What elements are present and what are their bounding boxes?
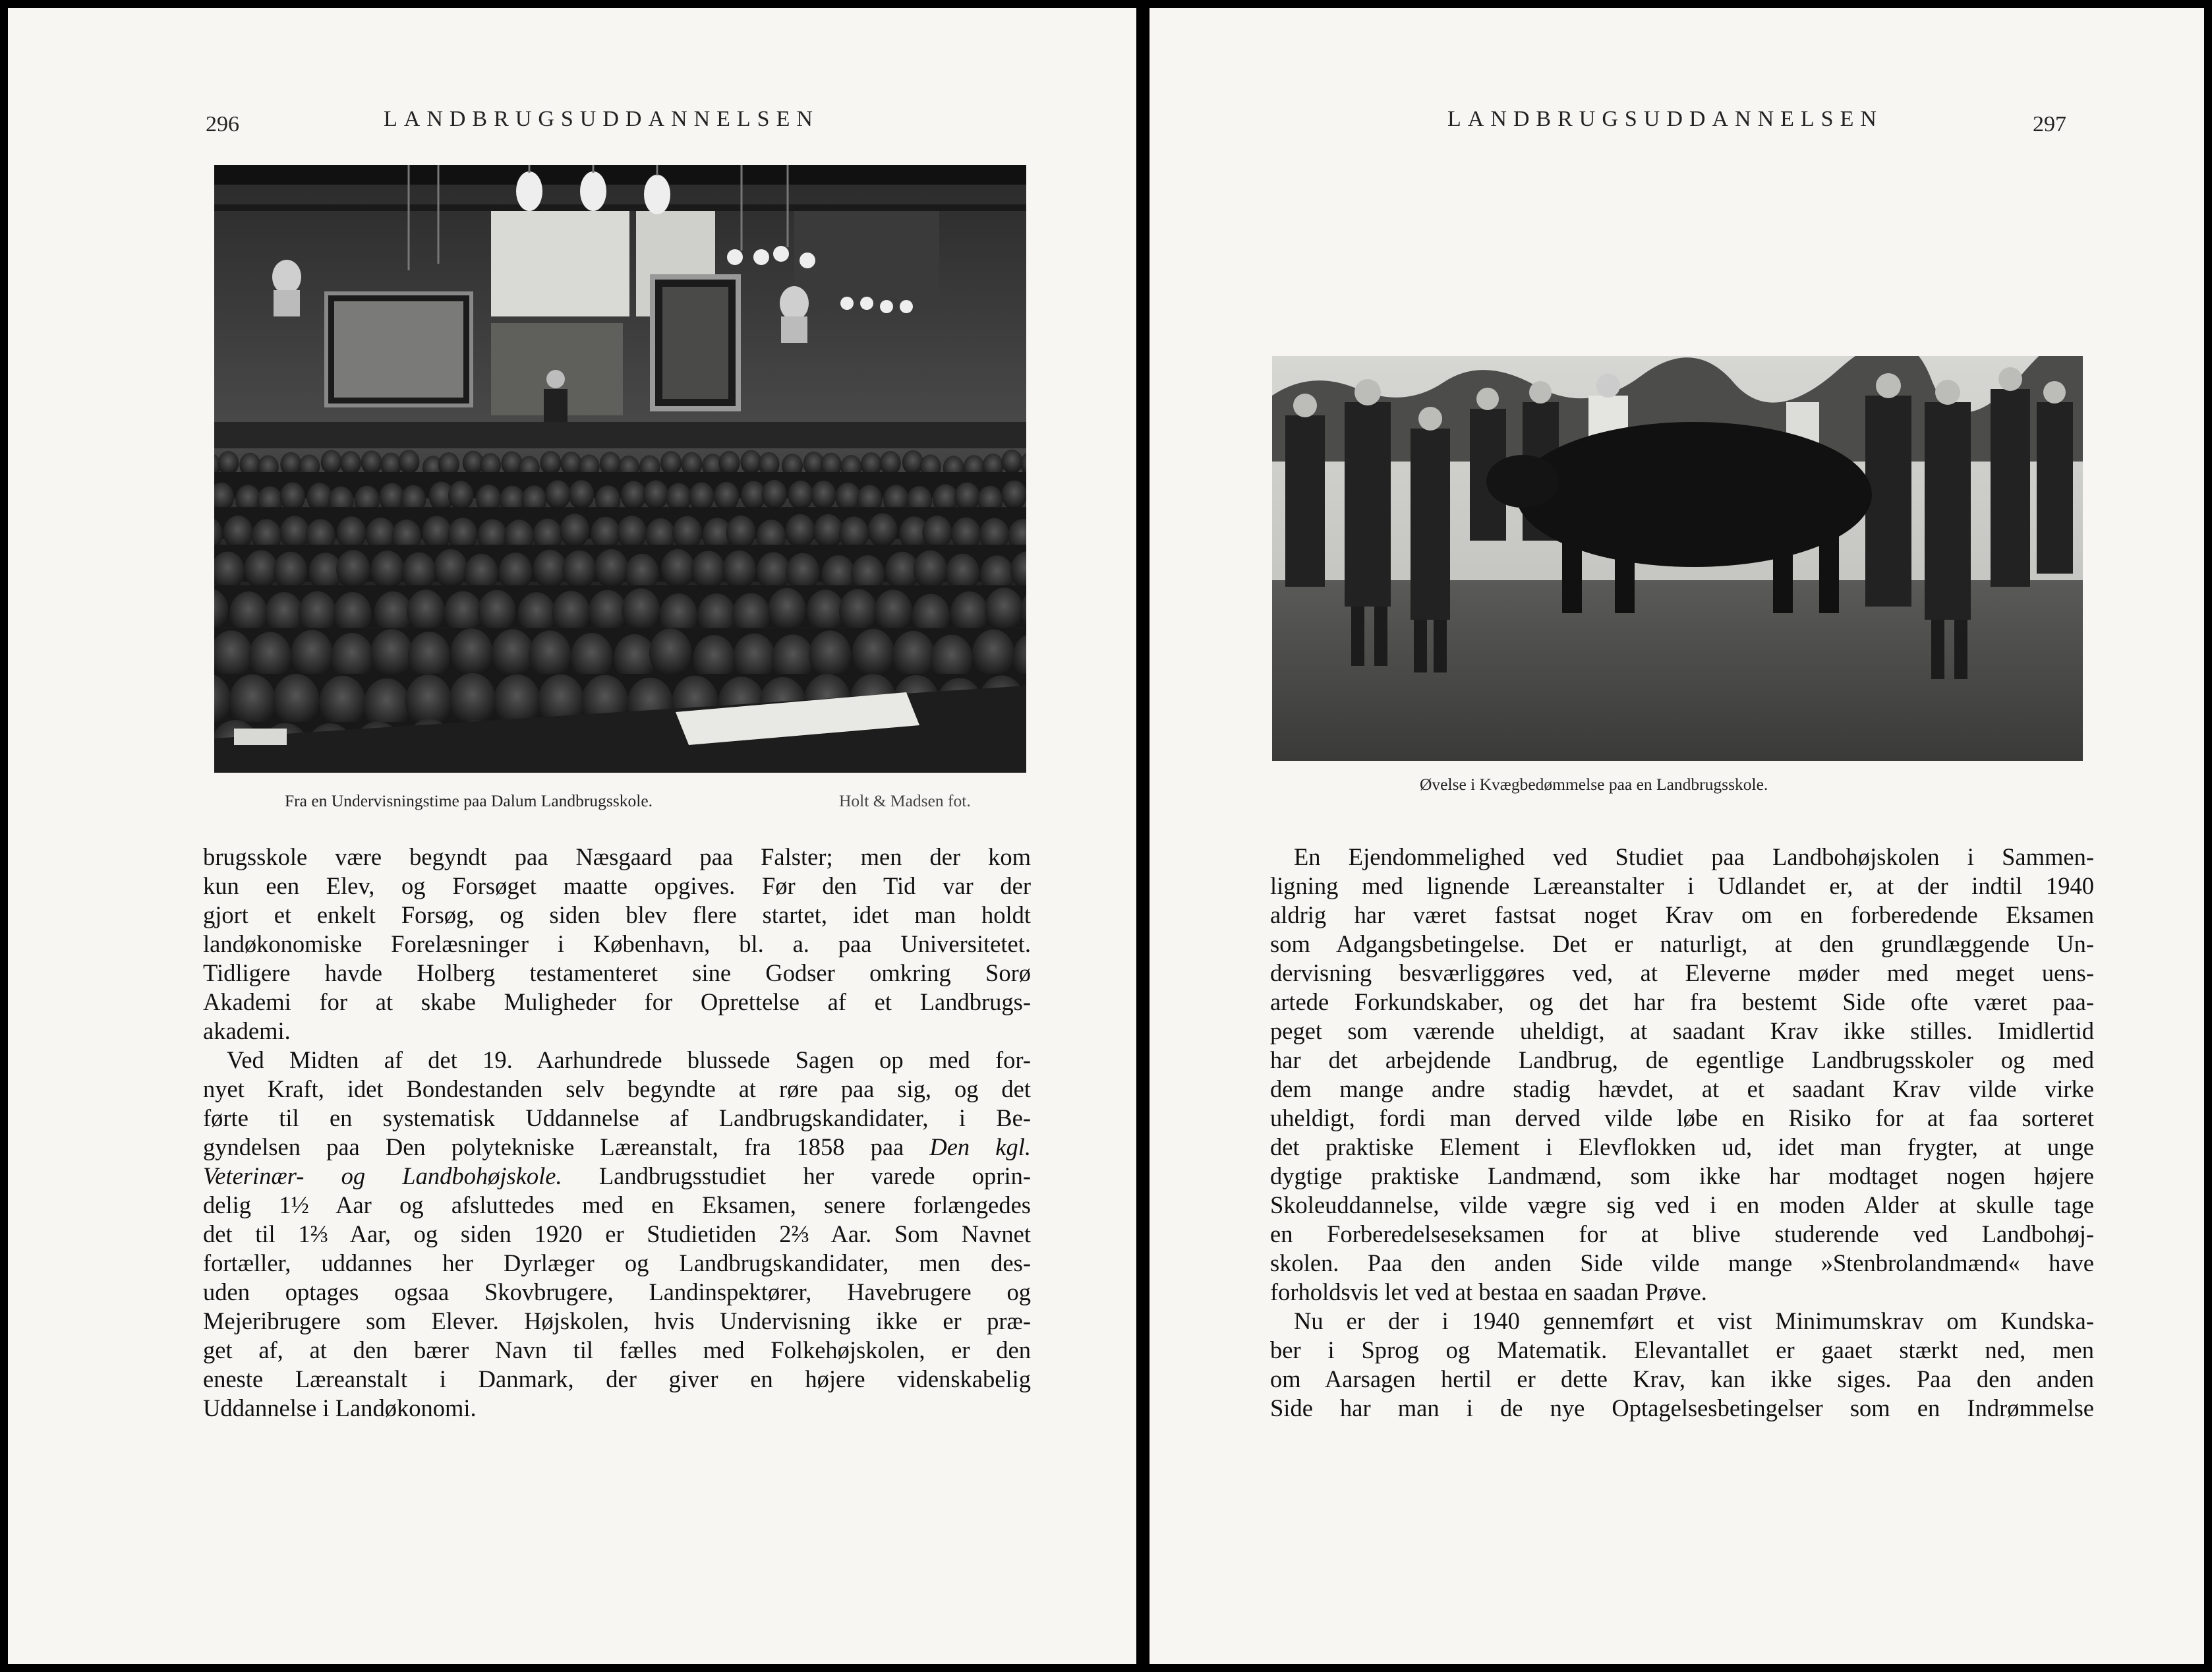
- audience-head: [788, 481, 813, 510]
- audience-head: [809, 630, 851, 679]
- audience-head: [478, 590, 516, 634]
- text-line: forholdsvis let ved at bestaa en saadan Prøve.: [1270, 1278, 1707, 1305]
- text-line: har det arbejdende Landbrug, de egentlige Landbrugsskoler og med: [1270, 1046, 2094, 1073]
- audience-head: [545, 480, 570, 509]
- audience-head: [643, 480, 668, 509]
- text-line: landøkonomiske Forelæsninger i København, bl. a. paa Universitetet.: [203, 930, 1031, 957]
- photo-caption: Fra en Undervisningstime paa Dalum Landbrugsskole.: [285, 791, 653, 810]
- audience-head: [660, 451, 682, 475]
- audience-head: [291, 630, 333, 678]
- text-line: dem mange andre stadig hævdet, at et saadant Krav vilde virke: [1270, 1075, 2094, 1102]
- audience-head: [229, 674, 276, 728]
- page-number: 296: [206, 112, 239, 136]
- audience-head: [914, 551, 947, 589]
- audience-head: [617, 516, 647, 550]
- audience-head: [985, 587, 1023, 631]
- text-line: nyet Kraft, idet Bondestanden selv begyndte at røre paa sig, og det: [203, 1075, 1031, 1102]
- audience-head: [274, 552, 307, 591]
- cattle-judging-photo: [1272, 356, 2083, 761]
- text-line: delig 1½ Aar og afsluttedes med en Eksamen, senere forlængedes: [203, 1191, 1031, 1218]
- body-text: [1270, 843, 2094, 1423]
- text-line: om Aarsagen hertil er dette Krav, kan ikke siges. Paa den anden: [1270, 1365, 2094, 1392]
- audience-head: [552, 591, 591, 634]
- text-line: Mejeribrugere som Elever. Højskolen, hvis Undervisning ikke er præ-: [203, 1307, 1031, 1334]
- audience-head: [408, 632, 450, 680]
- text-line: gjort et enkelt Forsøg, og siden blev flere startet, idet man holdt: [203, 901, 1031, 928]
- text-line: det praktiske Element i Elevflokken ud, idet man frygter, at unge: [1270, 1133, 2094, 1160]
- audience-head: [370, 551, 404, 589]
- photo-credit: Holt & Madsen fot.: [839, 791, 971, 810]
- audience-head: [689, 483, 714, 512]
- audience-head: [972, 630, 1014, 678]
- running-head: LANDBRUGSUDDANNELSEN: [384, 107, 819, 131]
- audience-head: [434, 549, 467, 588]
- audience-head: [661, 549, 695, 588]
- audience-head: [852, 629, 894, 678]
- audience-head: [361, 450, 382, 475]
- audience-head: [761, 480, 786, 509]
- audience-head: [811, 481, 836, 510]
- audience-head: [807, 589, 845, 633]
- classroom-photo: [214, 165, 1026, 773]
- audience-head: [407, 589, 445, 633]
- text-line: akademi.: [203, 1017, 291, 1044]
- text-line: ligning med lignende Læreanstalter i Udlandet er, at der indtil 1940: [1270, 872, 2094, 899]
- audience-head: [757, 552, 790, 591]
- audience-head: [595, 549, 628, 588]
- audience-head: [813, 514, 843, 549]
- audience-head: [589, 590, 627, 634]
- text-line: som Adgangsbetingelse. Det er naturligt, at den grundlæggende Un-: [1270, 930, 2094, 957]
- text-line: peget som værende uheldigt, at saadant Krav ikke stilles. Imidlertid: [1270, 1017, 2094, 1044]
- audience-head: [273, 674, 319, 727]
- left-page: [8, 8, 1136, 1664]
- italic-text: Den kgl.: [929, 1133, 1032, 1160]
- audience-head: [540, 451, 561, 475]
- text-line: ber i Sprog og Matematik. Elevantallet er gaaet stærkt ned, men: [1270, 1336, 2094, 1363]
- photo-caption: Øvelse i Kvægbedømmelse paa en Landbrugsskole.: [1420, 775, 1768, 794]
- text-line: Side har man i de nye Optagelsesbetingelser som en Indrømmelse: [1270, 1394, 2094, 1421]
- text-line: det til 1⅔ Aar, og siden 1920 er Studietiden 2⅔ Aar. Som Navnet: [203, 1220, 1031, 1247]
- text-line: kun een Elev, og Forsøget maatte opgives. Før den Tid var der: [203, 872, 1031, 899]
- running-head: LANDBRUGSUDDANNELSEN: [1447, 107, 1883, 131]
- audience-head: [839, 589, 877, 632]
- text-line: uden optages ogsaa Skovbrugere, Landinspektører, Havebrugere og: [203, 1278, 1031, 1305]
- audience-head: [370, 629, 413, 678]
- text-line: artede Forkundskaber, og det har fra bestemt Side ofte været paa-: [1270, 988, 2094, 1015]
- audience-head: [892, 631, 935, 680]
- text-line: get af, at den bærer Navn til fælles med Folkehøjskolen, er den: [203, 1336, 1031, 1363]
- text-line: en Forberedelseseksamen for at blive studerende ved Landbohøj-: [1270, 1220, 2094, 1247]
- audience-head: [398, 450, 419, 474]
- audience-head: [560, 514, 589, 548]
- audience-head: [714, 482, 739, 511]
- text-line: uheldigt, fordi man derved vilde løbe en Risiko for at faa sorteret: [1270, 1104, 2094, 1131]
- audience-head: [649, 628, 691, 677]
- text-line: førte til en systematisk Uddannelse af Landbrugskandidater, i Be-: [203, 1104, 1031, 1131]
- audience-head: [422, 516, 451, 550]
- audience-head: [722, 551, 756, 589]
- audience-head: [492, 629, 534, 678]
- audience-head: [451, 628, 493, 677]
- audience-head: [562, 551, 596, 589]
- text-line: [203, 1162, 1031, 1191]
- audience-head: [529, 630, 571, 679]
- text-line: eneste Læreanstalt i Danmark, der giver en højere videnskabelig: [203, 1365, 1031, 1392]
- audience-head: [280, 483, 305, 512]
- text-line: skolen. Paa den anden Side vilde mange »Stenbrolandmænd« have: [1270, 1249, 2094, 1276]
- audience-head: [954, 483, 979, 512]
- text-line: aldrig har været fastsat noget Krav om en forberedende Eksamen: [1270, 901, 2094, 928]
- audience-head: [902, 450, 923, 475]
- audience-head: [244, 550, 277, 589]
- text-line: dervisning besværliggøres ved, at Eleverne møder med meget uens-: [1270, 959, 2094, 986]
- audience-head: [922, 516, 952, 550]
- audience-head: [533, 550, 567, 589]
- audience-head: [740, 450, 761, 475]
- audience-head: [622, 588, 660, 632]
- audience-head: [319, 676, 365, 729]
- body-text: [203, 843, 1031, 1423]
- text-line: Skoleuddannelse, vilde vægre sig ved i en moden Alder at skulle tage: [1270, 1191, 2094, 1218]
- text-line: Nu er der i 1940 gennemført et vist Minimumskrav om Kundska-: [1294, 1307, 2094, 1334]
- audience-head: [691, 551, 725, 589]
- audience-head: [280, 516, 310, 550]
- text-line: Ved Midten af det 19. Aarhundrede blussede Sagen op med for-: [227, 1046, 1031, 1073]
- audience-head: [218, 451, 239, 475]
- audience-head: [569, 480, 594, 509]
- page-number: 297: [2033, 112, 2066, 136]
- text-line: [203, 1133, 1031, 1162]
- italic-text: Veterinær- og Landbohøjskole.: [203, 1162, 562, 1189]
- audience-head: [868, 513, 898, 547]
- audience-head: [450, 673, 496, 727]
- audience-head: [621, 481, 646, 510]
- audience-head: [340, 451, 361, 475]
- text-line: Uddannelse i Landøkonomi.: [203, 1394, 477, 1421]
- audience-head: [501, 451, 522, 475]
- text-line: dygtige praktiske Landmænd, som ikke har modtaget nogen højere: [1270, 1162, 2094, 1189]
- text-line: Akademi for at skabe Muligheder for Oprettelse af et Landbrugs-: [203, 988, 1031, 1015]
- audience-head: [336, 550, 370, 589]
- audience-head: [249, 632, 291, 680]
- audience-head: [719, 451, 740, 475]
- audience-head: [880, 451, 901, 475]
- audience-head: [223, 516, 253, 550]
- audience-head: [1002, 481, 1027, 510]
- text-segment: Landbrugsstudiet her varede oprin-: [598, 1162, 1031, 1189]
- right-page: [1150, 8, 2204, 1664]
- text-line: fortæller, uddannes her Dyrlæger og Landbrugskandidater, men des-: [203, 1249, 1031, 1276]
- text-line: Tidligere havde Holberg testamenteret sine Godser omkring Sorø: [203, 959, 1031, 986]
- audience-head: [448, 481, 473, 510]
- audience-head: [786, 514, 815, 549]
- audience-head: [726, 516, 756, 550]
- audience-head: [874, 589, 912, 633]
- audience-head: [321, 450, 342, 474]
- text-segment: gyndelsen paa Den polytekniske Læreanstalt, fra 1858 paa: [203, 1133, 904, 1160]
- text-line: En Ejendommelighed ved Studiet paa Landbohøjskolen i Sammen-: [1294, 843, 2094, 870]
- audience-head: [1001, 450, 1022, 474]
- text-line: brugsskole være begyndt paa Næsgaard paa Falster; men der kom: [203, 843, 1031, 870]
- audience-head: [768, 588, 806, 632]
